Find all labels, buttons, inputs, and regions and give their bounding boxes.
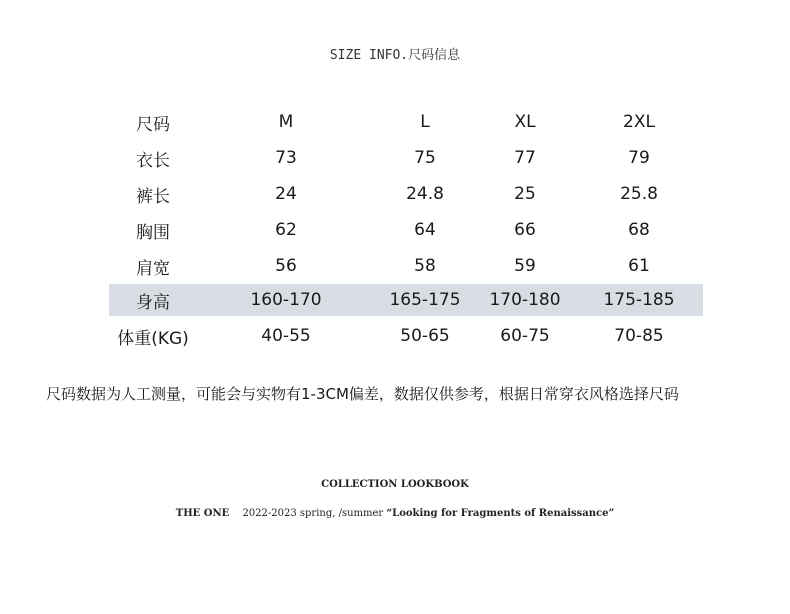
season-label: 2022-2023 spring, /summer xyxy=(242,508,384,519)
table-row xyxy=(109,316,703,356)
table-cell: 75 xyxy=(414,148,436,168)
row-label: 身高 xyxy=(109,284,197,316)
table-cell: 24.8 xyxy=(406,184,444,204)
header-cell-size: 尺码 xyxy=(136,114,170,135)
page-title: SIZE INFO.尺码信息 xyxy=(329,48,461,63)
row-label: 裤长 xyxy=(136,186,170,207)
table-row xyxy=(109,212,703,248)
table-cell: 66 xyxy=(514,220,536,240)
table-row xyxy=(109,248,703,284)
table-cell: 24 xyxy=(275,184,297,204)
table-cell: 64 xyxy=(414,220,436,240)
lookbook-subtitle xyxy=(0,508,790,519)
row-label: 肩宽 xyxy=(136,258,170,279)
header-cell-m: M xyxy=(278,112,294,132)
brand-name: THE ONE xyxy=(175,508,230,519)
table-cell: 59 xyxy=(514,256,536,276)
row-label: 体重(KG) xyxy=(117,328,189,349)
table-cell: 50-65 xyxy=(400,326,450,346)
table-cell: 62 xyxy=(275,220,297,240)
table-row xyxy=(109,176,703,212)
table-cell: 61 xyxy=(628,256,650,276)
table-cell: 170-180 xyxy=(475,284,575,316)
table-cell: 175-185 xyxy=(575,284,703,316)
collection-quote: “Looking for Fragments of Renaissance” xyxy=(386,508,615,519)
size-table xyxy=(109,104,703,356)
table-cell: 56 xyxy=(275,256,297,276)
header-cell-xl: XL xyxy=(514,112,536,132)
row-label: 胸围 xyxy=(136,222,170,243)
table-cell: 77 xyxy=(514,148,536,168)
table-cell: 40-55 xyxy=(261,326,311,346)
table-cell: 73 xyxy=(275,148,297,168)
table-cell: 58 xyxy=(414,256,436,276)
table-cell: 160-170 xyxy=(197,284,375,316)
header-cell-2xl: 2XL xyxy=(623,112,655,132)
table-header-row xyxy=(109,104,703,140)
table-cell: 60-75 xyxy=(500,326,550,346)
row-label: 衣长 xyxy=(136,150,170,171)
table-row xyxy=(109,140,703,176)
table-cell: 70-85 xyxy=(614,326,664,346)
table-cell: 25 xyxy=(514,184,536,204)
header-cell-l: L xyxy=(420,112,430,132)
table-row-highlighted xyxy=(109,284,703,316)
table-cell: 68 xyxy=(628,220,650,240)
lookbook-title: COLLECTION LOOKBOOK xyxy=(321,479,469,490)
table-cell: 165-175 xyxy=(375,284,475,316)
measurement-note: 尺码数据为人工测量，可能会与实物有1-3CM偏差，数据仅供参考，根据日常穿衣风格选择尺码 xyxy=(46,385,679,403)
table-cell: 25.8 xyxy=(620,184,658,204)
table-cell: 79 xyxy=(628,148,650,168)
